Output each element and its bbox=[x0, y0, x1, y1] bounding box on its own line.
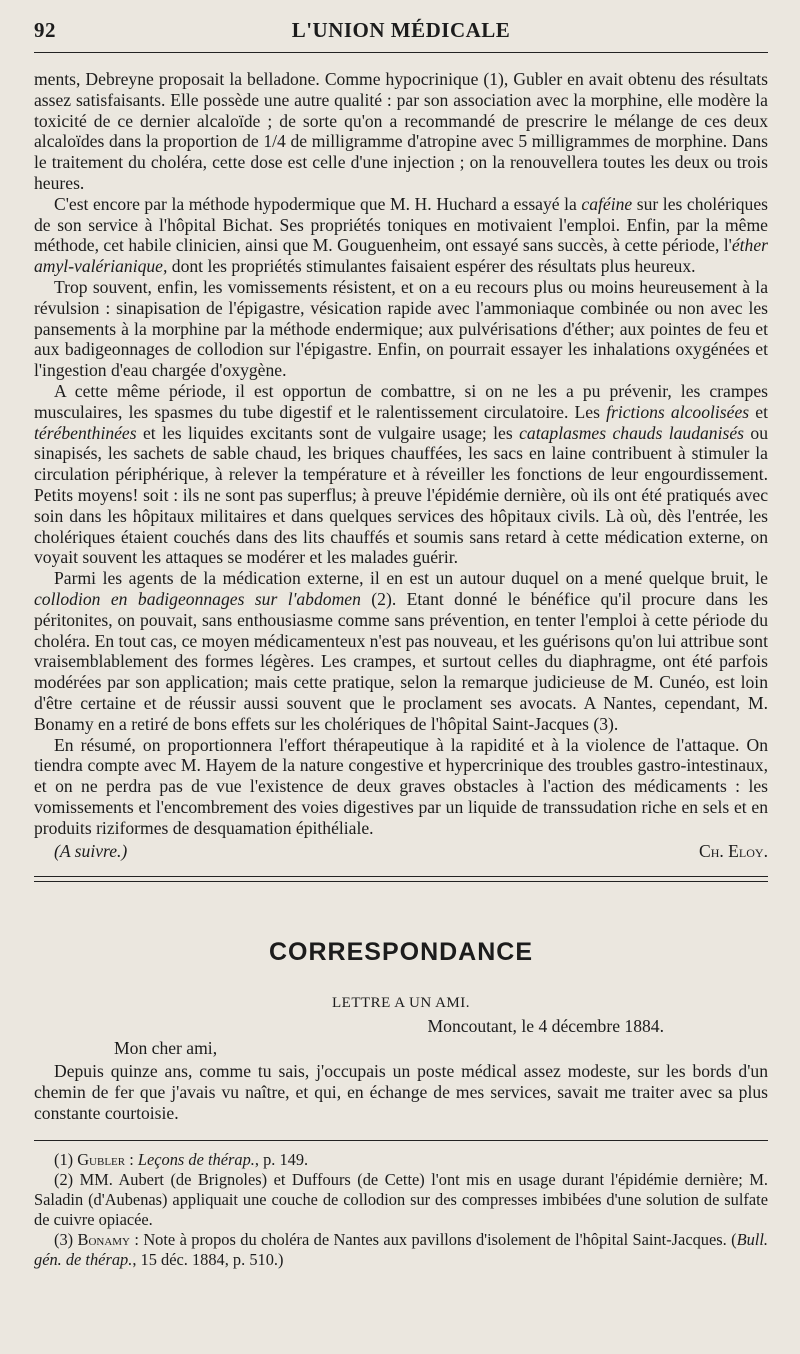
paragraph: ments, Debreyne proposait la belladone. Comme hypocrinique (1), Gubler en avait obtenu des résultats assez satisfaisants. Elle possède une autre qualité : par son association avec la morphine, elle modère la toxicité de ce dernier alcaloïde ; de sorte qu'on a recommandé de prescrire le mélange de ces deux alcaloïdes dans la proportion de 1/4 de milligramme d'atropine avec 5 milligrammes de morphine. Dans le traitement du choléra, cette dose est celle d'une injection ; on la renouvellera toutes les deux ou trois heures. bbox=[34, 69, 768, 193]
header-rule bbox=[34, 52, 768, 53]
section-title: CORRESPONDANCE bbox=[268, 938, 534, 967]
article-signature bbox=[34, 841, 768, 862]
paragraph: C'est encore par la méthode hypodermique que M. H. Huchard a essayé la caféine sur les cholériques de son service à l'hôpital Bichat. Ses propriétés toniques en motivaient l'emploi. Enfin, par la même méthode, cet habile clinicien, ainsi que M. Gouguenheim, ont essayé sans succès, à cette période, l'éther amyl-valérianique, dont les propriétés stimulantes faisaient espérer des résultats plus heureux. bbox=[34, 193, 768, 277]
article-body bbox=[34, 69, 768, 838]
italic-term: cataplasmes chauds laudanisés bbox=[519, 422, 744, 443]
italic-term: caféine bbox=[581, 193, 633, 214]
italic-term: térébenthinées bbox=[34, 422, 137, 443]
paragraph: Depuis quinze ans, comme tu sais, j'occupais un poste médical assez modeste, sur les bords d'un chemin de fer que j'avais vu naître, et qui, en échange de mes services, savait me traiter avec sa plus constante courtoisie. bbox=[34, 1061, 768, 1124]
letter-dateline: Moncoutant, le 4 décembre 1884. bbox=[427, 1016, 664, 1037]
paragraph: Parmi les agents de la médication externe, il en est un autour duquel on a mené quelque bruit, le collodion en badigeonnages sur l'abdomen (2). Etant donné le bénéfice qu'il procure dans les péritonites, on pouvait, sans enthousiasme comme sans prévention, en tenter l'emploi à cette période du choléra. En tout cas, ce moyen médicamenteux n'est pas nouveau, et les guérisons qu'on lui attribue sont vraisemblablement des formes légères. Les crampes, et surtout celles du diaphragme, ont été parfois modérées par son application; mais cette pratique, selon la remarque judicieuse de M. Cunéo, est loin d'être certaine et de réussir aussi souvent que le proclament ses avocats. A Nantes, cependant, M. Bonamy en a retiré de bons effets sur les cholériques de l'hôpital Saint-Jacques (3). bbox=[34, 568, 768, 734]
italic-term: collodion en badigeonnages sur l'abdomen bbox=[34, 588, 361, 609]
italic-term: éther amyl-valérianique, bbox=[34, 235, 768, 277]
page-header bbox=[34, 18, 768, 48]
footnotes bbox=[34, 1150, 768, 1270]
page-number: 92 bbox=[34, 18, 56, 42]
footnote: (3) Bonamy : Note à propos du choléra de Nantes aux pavillons d'isolement de l'hôpital Saint-Jacques. (Bull. gén. de thérap., 15 déc. 1884, p. 510.) bbox=[34, 1229, 768, 1269]
letter-salutation: Mon cher ami, bbox=[114, 1038, 218, 1059]
footnote: (1) Gubler : Leçons de thérap., p. 149. bbox=[54, 1149, 309, 1169]
paragraph: A cette même période, il est opportun de combattre, si on ne les a pu prévenir, les crampes musculaires, les spasmes du tube digestif et le ralentissement circulatoire. Les frictions alcoolisées et térébenthinées et les liquides excitants sont de vulgaire usage; les cataplasmes chauds laudanisés ou sinapisés, les sachets de sable chaud, les briques chauffées, les sacs en laine contribuent à stimuler la circulation périphérique, à relever la température et à réveiller les fonctions de leur engourdissement. Petits moyens! soit : ils ne sont pas superflus; à preuve l'épidémie dernière, où ils ont été pratiqués avec soin dans les hôpitaux militaires et dans quelques services des hôpitaux civils. Là où, dès l'entrée, les cholériques étaient couchés dans des lits chauffés et soumis sans retard à cette médication externe, on voyait souvent les attaques se modérer et les malades guérir. bbox=[34, 380, 768, 568]
footnote-rule bbox=[34, 1140, 768, 1141]
footnote: (2) MM. Aubert (de Brignoles) et Duffours (de Cette) l'ont mis en usage durant l'épidémie dernière; M. Saladin (d'Aubenas) appliquait une couche de collodion sur des compresses imbibées d'une solution de sulfate de cuivre opiacée. bbox=[34, 1169, 768, 1229]
author-name: Ch. Eloy. bbox=[698, 841, 768, 862]
journal-title: L'UNION MÉDICALE bbox=[291, 18, 511, 42]
paragraph: Trop souvent, enfin, les vomissements résistent, et on a eu recours plus ou moins heureusement à la révulsion : sinapisation de l'épigastre, vésication rapide avec l'ammoniaque combinée ou non avec les pansements à la morphine par la méthode endermique; aux pulvérisations d'éther; aux pointes de feu et aux badigeonnages de collodion sur l'épigastre. Enfin, on pourrait essayer les inhalations oxygénées et l'ingestion d'eau chargée d'oxygène. bbox=[34, 276, 768, 381]
section-divider bbox=[34, 876, 768, 882]
paragraph: En résumé, on proportionnera l'effort thérapeutique à la rapidité et à la violence de l'attaque. On tiendra compte avec M. Hayem de la nature congestive et hypercrinique des troubles gastro-intestinaux, et on ne perdra pas de vue l'existence de deux graves obstacles à l'action des médicaments : les vomissements et l'encombrement des voies digestives par un liquide de transsudation riche en sels et en produits riziformes de desquamation épithéliale. bbox=[34, 734, 768, 838]
continued-note: (A suivre.) bbox=[54, 841, 128, 862]
italic-term: frictions alcoolisées bbox=[606, 401, 750, 422]
letter-body bbox=[34, 1061, 768, 1123]
letter-heading: LETTRE A UN AMI. bbox=[332, 995, 470, 1012]
